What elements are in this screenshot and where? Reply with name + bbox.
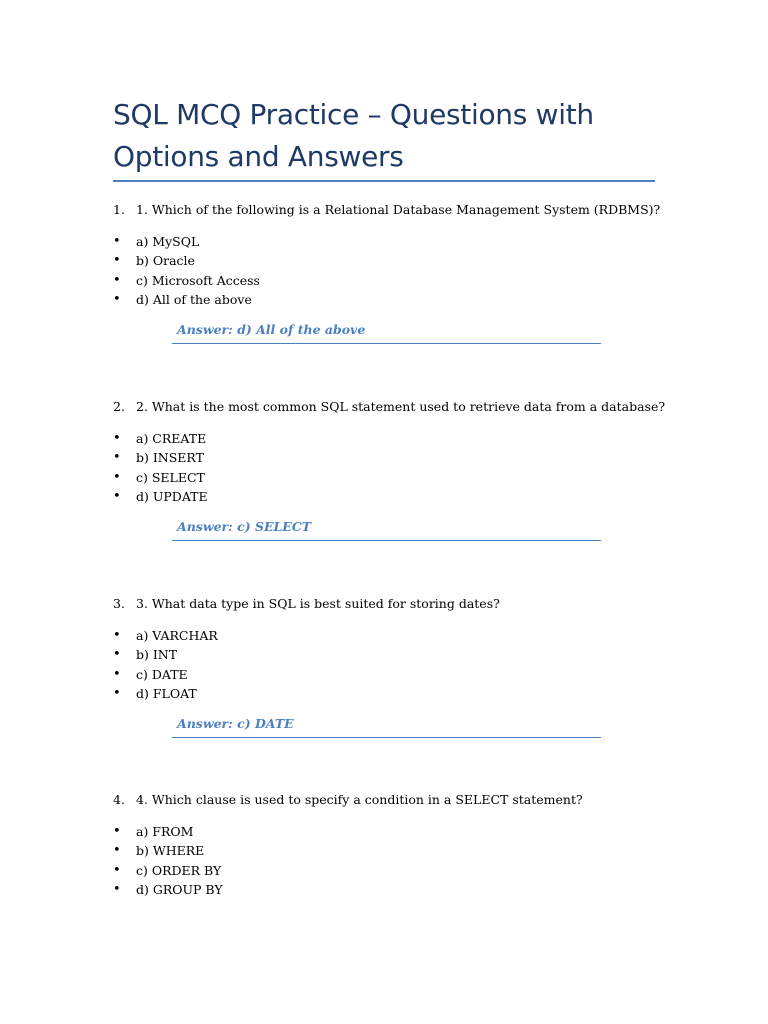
option-text: a) MySQL — [136, 234, 200, 249]
question-line — [113, 201, 673, 219]
option-text: c) Microsoft Access — [136, 272, 260, 288]
option-item — [113, 665, 673, 684]
question-text: 2. What is the most common SQL statement used to retrieve data from a database? — [136, 399, 666, 414]
option-item — [113, 684, 673, 703]
option-item — [113, 290, 673, 309]
option-item — [113, 861, 673, 880]
option-text: b) Oracle — [136, 253, 195, 269]
option-item — [113, 626, 673, 645]
option-item — [113, 487, 673, 506]
question-line — [113, 791, 673, 809]
question-line — [113, 595, 673, 613]
option-item — [113, 645, 673, 664]
question-block — [113, 791, 673, 899]
bullet: • — [113, 685, 121, 701]
document-title: SQL MCQ Practice – Questions with Options and Answers — [113, 98, 594, 173]
option-item — [113, 232, 673, 251]
option-text: d) FLOAT — [136, 685, 197, 701]
options-list — [113, 232, 673, 309]
option-item — [113, 429, 673, 448]
question-text: 1. Which of the following is a Relational Database Management System (RDBMS)? — [136, 202, 661, 217]
bullet: • — [113, 469, 121, 485]
question-number: 4. — [113, 792, 125, 807]
bullet: • — [113, 234, 121, 249]
option-text: a) VARCHAR — [136, 628, 218, 643]
option-text: c) DATE — [136, 666, 188, 682]
question-line — [113, 398, 673, 416]
options-list — [113, 429, 673, 506]
option-item — [113, 448, 673, 467]
option-text: c) SELECT — [136, 469, 205, 485]
option-item — [113, 251, 673, 270]
question-text: 3. What data type in SQL is best suited for storing dates? — [136, 596, 500, 611]
option-text: b) INT — [136, 647, 178, 663]
bullet: • — [113, 291, 121, 307]
bullet: • — [113, 253, 121, 269]
question-number: 1. — [113, 202, 125, 217]
option-item — [113, 841, 673, 860]
question-block — [113, 595, 673, 731]
bullet: • — [113, 824, 121, 839]
bullet: • — [113, 843, 121, 859]
bullet: • — [113, 488, 121, 504]
bullet: • — [113, 431, 121, 446]
bullet: • — [113, 450, 121, 466]
title-underline — [113, 180, 655, 182]
answer-line: Answer: c) SELECT — [172, 518, 601, 541]
bullet: • — [113, 881, 121, 897]
question-block — [113, 398, 673, 534]
bullet: • — [113, 272, 121, 288]
option-item — [113, 880, 673, 899]
bullet: • — [113, 862, 121, 878]
question-block — [113, 201, 673, 337]
option-item — [113, 271, 673, 290]
options-list — [113, 626, 673, 703]
answer-line: Answer: c) DATE — [172, 715, 601, 738]
option-text: c) ORDER BY — [136, 862, 222, 878]
option-text: d) UPDATE — [136, 488, 208, 504]
bullet: • — [113, 666, 121, 682]
option-text: b) INSERT — [136, 450, 204, 466]
bullet: • — [113, 628, 121, 643]
question-number: 3. — [113, 596, 125, 611]
options-list — [113, 822, 673, 899]
answer-line: Answer: d) All of the above — [172, 321, 601, 344]
bullet: • — [113, 647, 121, 663]
option-text: a) CREATE — [136, 431, 207, 446]
option-text: b) WHERE — [136, 843, 205, 859]
option-item — [113, 468, 673, 487]
option-text: d) All of the above — [136, 291, 252, 307]
option-text: a) FROM — [136, 824, 194, 839]
question-number: 2. — [113, 399, 125, 414]
option-item — [113, 822, 673, 841]
question-text: 4. Which clause is used to specify a condition in a SELECT statement? — [136, 792, 583, 807]
option-text: d) GROUP BY — [136, 881, 223, 897]
